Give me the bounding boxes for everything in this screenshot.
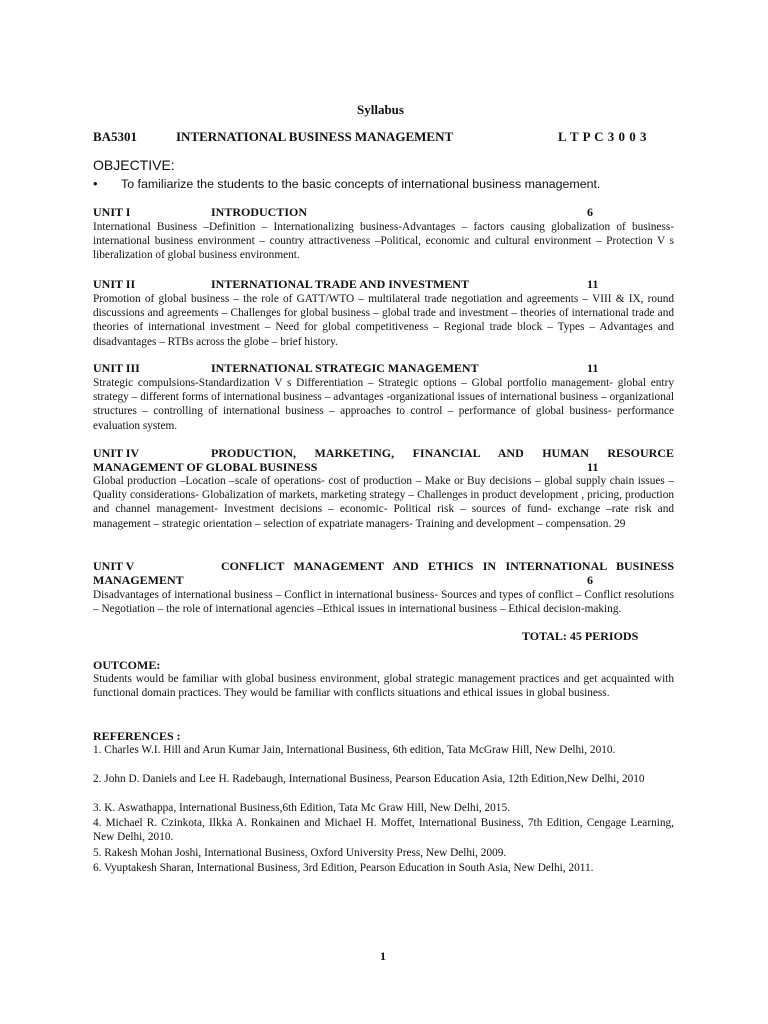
unit-4-body: Global production –Location –scale of operations- cost of production – Make or Buy decisions – global supply chain issues – Quality considerations- Globalization of markets, marketing strategy – Challenges in product development , pricing, production and channel management- Investment decisions – economic- Political risk – sources of fund- exchange –rate risk and management – strategic orientation – selection of expatriate managers- Training and development – compensation. 29 [93,475,674,530]
unit-5-number: UNIT V [93,559,135,573]
unit-3-title: INTERNATIONAL STRATEGIC MANAGEMENT [211,361,479,375]
unit-1-number: UNIT I [93,205,131,219]
course-title: INTERNATIONAL BUSINESS MANAGEMENT [176,129,454,144]
outcome-body: Students would be familiar with global business environment, global strategic management practices and get acquainted with functional domain practices. They would be familiar with conflicts situations and ethical issues in global business. [93,673,674,700]
reference-item: 6. Vyuptakesh Sharan, International Business, 3rd Edition, Pearson Education in South Asia, New Delhi, 2011. [93,862,594,874]
unit-4-title-line2: MANAGEMENT OF GLOBAL BUSINESS [93,460,318,474]
syllabus-heading: Syllabus [357,102,404,117]
outcome-heading: OUTCOME: [93,658,161,672]
page-number: 1 [380,949,386,963]
unit-5-title: CONFLICT MANAGEMENT AND ETHICS IN INTERNATIONAL BUSINESS [221,559,674,573]
reference-item: 2. John D. Daniels and Lee H. Radebaugh, International Business, Pearson Education Asia, 12th Edition,New Delhi, 2010 [93,773,645,785]
unit-1-body: International Business –Definition – Internationalizing business-Advantages – factors causing globalization of business- international business environment – country attractiveness –Political, economic and cultural environment – Protection V s liberalization of global business environment. [93,221,674,262]
unit-2-number: UNIT II [93,277,136,291]
bullet-icon: • [93,176,98,191]
unit-3-hours: 11 [587,361,599,375]
unit-1-title: INTRODUCTION [211,205,308,219]
course-code: BA5301 [93,129,138,144]
total-periods: TOTAL: 45 PERIODS [522,629,639,643]
unit-5-hours: 6 [587,573,593,587]
unit-2-hours: 11 [587,277,599,291]
unit-2-body: Promotion of global business – the role of GATT/WTO – multilateral trade negotiation and agreements – VIII & IX, round discussions and agreements – Challenges for global business – global trade and investment – theories of international trade and theories of international investment – Need for global competitiveness – Regional trade block – Types – Advantages and disadvantages – RTBs across the globe – brief history. [93,293,674,348]
references-heading: REFERENCES : [93,729,181,743]
reference-item: 1. Charles W.I. Hill and Arun Kumar Jain, International Business, 6th edition, Tata McGraw Hill, New Delhi, 2010. [93,744,616,756]
unit-3-number: UNIT III [93,361,140,375]
unit-3-body: Strategic compulsions-Standardization V s Differentiation – Strategic options – Global portfolio management- global entry strategy – different forms of international business – advantages -organizational issues of international business – organizational structures – controlling of international business – approaches to control – performance of global business- performance evaluation system. [93,377,674,432]
objective-item: To familiarize the students to the basic concepts of international business management. [121,177,601,191]
unit-4-number: UNIT IV [93,446,140,460]
unit-5-title-line2: MANAGEMENT [93,573,184,587]
reference-item: 4. Michael R. Czinkota, Ilkka A. Ronkainen and Michael H. Moffet, International Business, 7th Edition, Cengage Learning, New Delhi, 2010. [93,817,674,844]
unit-5-body: Disadvantages of international business – Conflict in international business- Sources and types of conflict – Conflict resolutions – Negotiation – the role of international agencies –Ethical issues in international business – Ethical decision-making. [93,589,674,616]
unit-4-title: PRODUCTION, MARKETING, FINANCIAL AND HUMAN RESOURCE [211,446,674,460]
unit-4-hours: 11 [587,460,599,474]
objective-heading: OBJECTIVE: [93,157,175,173]
reference-item: 5. Rakesh Mohan Joshi, International Business, Oxford University Press, New Delhi, 2009. [93,847,507,859]
unit-1-hours: 6 [587,205,593,219]
unit-2-title: INTERNATIONAL TRADE AND INVESTMENT [211,277,469,291]
ltpc-credits: L T P C 3 0 0 3 [558,129,648,144]
reference-item: 3. K. Aswathappa, International Business,6th Edition, Tata Mc Graw Hill, New Delhi, 2015. [93,802,510,814]
